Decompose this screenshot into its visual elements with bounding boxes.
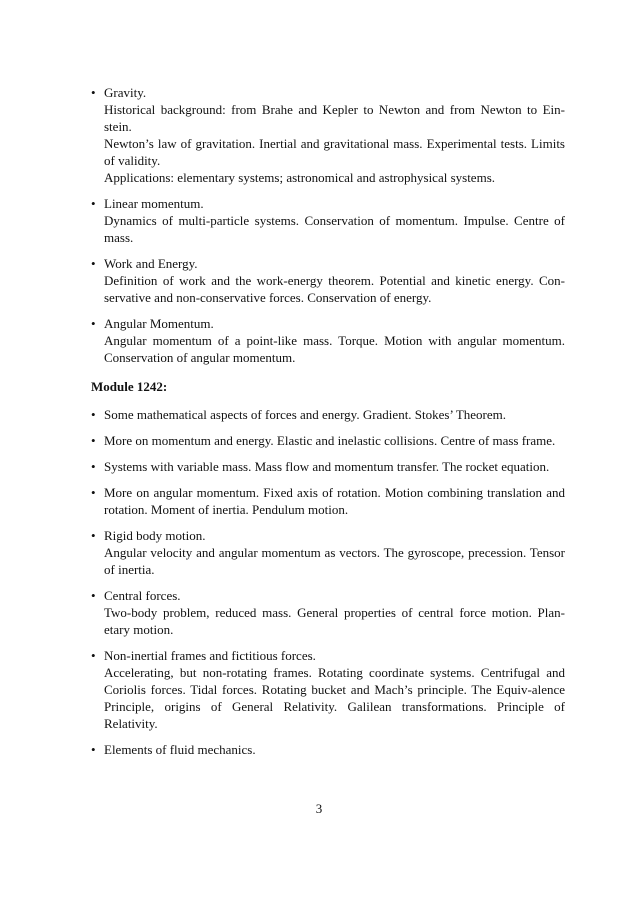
page-content	[91, 84, 565, 767]
topic-list-module-1242	[91, 406, 565, 758]
module-heading: Module 1242:	[91, 379, 168, 394]
bullet-icon: •	[91, 407, 96, 422]
item-description: Angular momentum of a point-like mass. Torque. Motion with angular momentum. Conservation of angular momentum.	[104, 333, 565, 365]
item-title: Linear momentum.	[104, 196, 204, 211]
item-title: Gravity.	[104, 85, 147, 100]
bullet-icon: •	[91, 742, 96, 757]
item-description: Applications: elementary systems; astronomical and astrophysical systems.	[104, 170, 496, 185]
list-item	[91, 406, 565, 423]
bullet-icon: •	[91, 316, 96, 331]
list-item	[91, 432, 565, 449]
bullet-icon: •	[91, 85, 96, 100]
bullet-icon: •	[91, 588, 96, 603]
list-item	[91, 84, 565, 186]
topic-list-module-1	[91, 84, 565, 366]
list-item	[91, 315, 565, 366]
item-title: Central forces.	[104, 588, 181, 603]
item-title: Work and Energy.	[104, 256, 198, 271]
item-description: Dynamics of multi-particle systems. Conservation of momentum. Impulse. Centre of mass.	[104, 213, 565, 245]
item-description: Historical background: from Brahe and Kepler to Newton and from Newton to Ein-stein.	[104, 102, 565, 134]
bullet-icon: •	[91, 459, 96, 474]
bullet-icon: •	[91, 256, 96, 271]
list-item	[91, 741, 565, 758]
item-title: More on angular momentum. Fixed axis of rotation. Motion combining translation and rotation. Moment of inertia. Pendulum motion.	[104, 485, 565, 517]
bullet-icon: •	[91, 648, 96, 663]
item-description: Angular velocity and angular momentum as vectors. The gyroscope, precession. Tensor of inertia.	[104, 545, 565, 577]
list-item	[91, 195, 565, 246]
item-title: Some mathematical aspects of forces and energy. Gradient. Stokes’ Theorem.	[104, 407, 507, 422]
item-description: Accelerating, but non-rotating frames. Rotating coordinate systems. Centrifugal and Coriolis forces. Tidal forces. Rotating bucket and Mach’s principle. The Equiv-alence Principle, origins of General Relativity. Galilean transformations. Principle of Relativity.	[104, 665, 565, 731]
bullet-icon: •	[91, 196, 96, 211]
item-description: Definition of work and the work-energy theorem. Potential and kinetic energy. Con-servative and non-conservative forces. Conservation of energy.	[104, 273, 565, 305]
bullet-icon: •	[91, 528, 96, 543]
list-item	[91, 587, 565, 638]
list-item	[91, 527, 565, 578]
bullet-icon: •	[91, 433, 96, 448]
page-number: 3	[315, 801, 323, 816]
item-title: Angular Momentum.	[104, 316, 214, 331]
list-item	[91, 647, 565, 732]
item-title: Systems with variable mass. Mass flow and momentum transfer. The rocket equation.	[104, 459, 550, 474]
item-title: Elements of fluid mechanics.	[104, 742, 256, 757]
item-title: Rigid body motion.	[104, 528, 206, 543]
item-description: Newton’s law of gravitation. Inertial and gravitational mass. Experimental tests. Limits of validity.	[104, 136, 565, 168]
item-description: Two-body problem, reduced mass. General properties of central force motion. Plan-etary motion.	[104, 605, 565, 637]
item-title: More on momentum and energy. Elastic and inelastic collisions. Centre of mass frame.	[104, 433, 556, 448]
item-title: Non-inertial frames and fictitious forces.	[104, 648, 316, 663]
list-item	[91, 458, 565, 475]
list-item	[91, 484, 565, 518]
bullet-icon: •	[91, 485, 96, 500]
list-item	[91, 255, 565, 306]
